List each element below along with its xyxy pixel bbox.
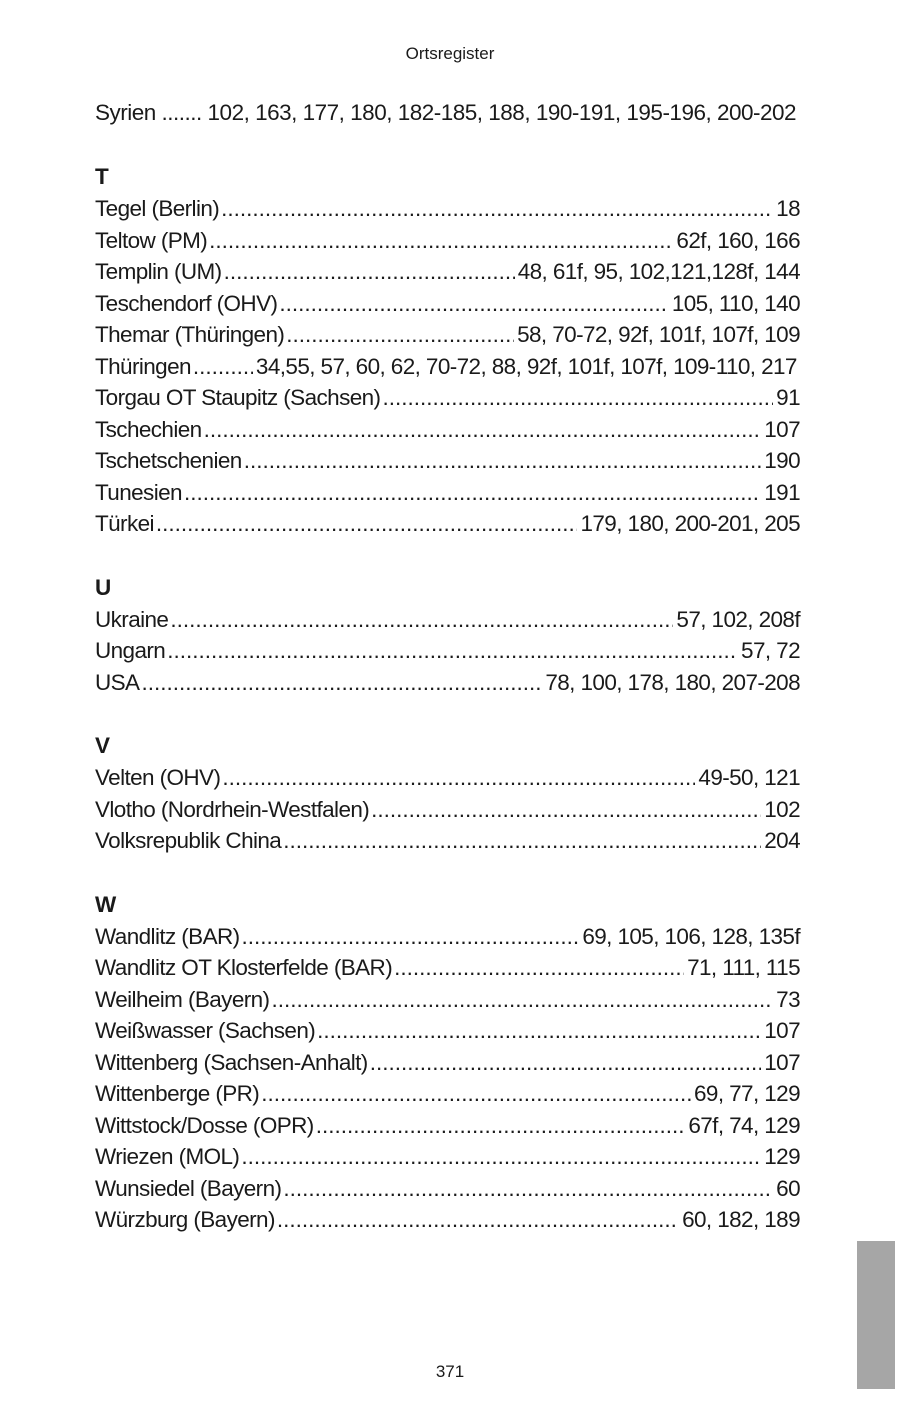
entry-place: Weißwasser (Sachsen) [95, 1018, 316, 1043]
dot-leader [204, 414, 762, 446]
entry-pages: 191 [764, 479, 800, 505]
entry-place: Tschetschenien [95, 448, 242, 473]
entry-place: Teschendorf (OHV) [95, 290, 278, 316]
entry-pages: 91 [776, 385, 800, 410]
entry-pages: 71, 111, 115 [687, 955, 800, 980]
dot-leader [283, 825, 761, 857]
entry-place: USA [95, 669, 140, 695]
index-entry [95, 414, 800, 446]
index-entry [95, 288, 800, 320]
entry-place: Thüringen [95, 353, 191, 379]
entry-place: Wittenberg (Sachsen-Anhalt) [95, 1049, 368, 1075]
index-entry [95, 667, 800, 699]
index-entry [95, 445, 800, 477]
dot-leader [371, 794, 761, 826]
entry-pages: 69, 105, 106, 128, 135f [582, 923, 800, 949]
dot-leader [394, 952, 684, 984]
index-entry [95, 508, 800, 540]
dot-leader [261, 1078, 691, 1110]
dot-leader [370, 1047, 762, 1079]
entry-pages: 204 [764, 828, 800, 853]
dot-leader [317, 1015, 761, 1047]
index-entry [95, 319, 800, 351]
dot-leader [222, 762, 695, 794]
index-entry [95, 382, 800, 414]
index-entry [95, 1141, 800, 1173]
entry-place: Templin (UM) [95, 259, 222, 284]
entry-place: Volksrepublik China [95, 828, 282, 853]
entry-pages: 60 [776, 1175, 800, 1201]
entry-place: Wittenberge (PR) [95, 1081, 260, 1106]
running-header: Ortsregister [405, 44, 495, 63]
index-entry [95, 477, 800, 509]
entry-pages: 62f, 160, 166 [676, 227, 800, 253]
index-entry [95, 1078, 800, 1110]
entry-place: Ungarn [95, 638, 166, 663]
index-entry [95, 921, 800, 953]
dot-leader [244, 445, 762, 477]
index-entry [95, 1015, 800, 1047]
index-sections [95, 161, 800, 1236]
entry-pages: 107 [764, 416, 800, 442]
index-entry-syrien: Syrien ....... 102, 163, 177, 180, 182-185, 188, 190-191, 195-196, 200-202 [95, 100, 797, 125]
dot-leader [382, 382, 773, 414]
dot-leader [279, 288, 668, 320]
index-entry [95, 1173, 800, 1205]
index-entry [95, 225, 800, 257]
dot-leader [316, 1110, 686, 1142]
entry-place: Vlotho (Nordrhein-Westfalen) [95, 796, 370, 822]
entry-pages: 129 [764, 1144, 800, 1169]
dot-leader [156, 508, 578, 540]
entry-pages: 67f, 74, 129 [688, 1112, 800, 1138]
index-section-u [95, 572, 800, 699]
entry-place: Tschechien [95, 416, 202, 442]
dot-leader [141, 667, 542, 699]
entry-pages: 57, 102, 208f [676, 606, 800, 632]
index-section-v [95, 730, 800, 857]
entry-place: Teltow (PM) [95, 227, 208, 253]
index-entry [95, 351, 800, 383]
index-entry [95, 635, 800, 667]
entry-place: Türkei [95, 511, 154, 536]
entry-pages: 102 [764, 796, 800, 822]
dot-leader [283, 1173, 773, 1205]
entry-pages: 18 [776, 196, 800, 221]
index-content [95, 97, 800, 1268]
page-number: 371 [435, 1362, 465, 1381]
entry-pages: 73 [776, 986, 800, 1012]
entry-place: Tegel (Berlin) [95, 196, 220, 221]
entry-place: Wandlitz (BAR) [95, 923, 240, 949]
index-entry [95, 1204, 800, 1236]
dot-leader [193, 351, 253, 383]
dot-leader [209, 225, 673, 257]
index-entry [95, 794, 800, 826]
entry-pages: 69, 77, 129 [694, 1081, 800, 1106]
section-letter: T [95, 164, 109, 189]
index-entry [95, 825, 800, 857]
index-entry [95, 1110, 800, 1142]
entry-place: Wittstock/Dosse (OPR) [95, 1112, 314, 1138]
entry-pages: 107 [764, 1049, 800, 1075]
index-entry [95, 762, 800, 794]
index-entry [95, 256, 800, 288]
entry-pages: 57, 72 [741, 638, 800, 663]
section-letter: U [95, 574, 112, 600]
dot-leader [224, 256, 515, 288]
entry-place: Ukraine [95, 606, 169, 632]
entry-place: Würzburg (Bayern) [95, 1207, 275, 1232]
dot-leader [221, 193, 773, 225]
entry-place: Wunsiedel (Bayern) [95, 1175, 282, 1201]
dot-leader [170, 604, 673, 636]
entry-place: Tunesien [95, 479, 182, 505]
entry-pages: 49-50, 121 [698, 765, 800, 790]
index-entry [95, 604, 800, 636]
entry-pages: 179, 180, 200-201, 205 [580, 511, 800, 536]
index-section-t [95, 161, 800, 540]
dot-leader [242, 921, 580, 953]
entry-place: Torgau OT Staupitz (Sachsen) [95, 385, 381, 410]
dot-leader [184, 477, 761, 509]
section-letter: V [95, 733, 111, 758]
entry-pages: 107 [764, 1018, 800, 1043]
index-entry [95, 1047, 800, 1079]
entry-pages: 78, 100, 178, 180, 207-208 [545, 669, 800, 695]
entry-pages: 34,55, 57, 60, 62, 70-72, 88, 92f, 101f, 107f, 109-110, 217 [255, 353, 797, 379]
entry-pages: 60, 182, 189 [682, 1207, 800, 1232]
index-entry [95, 193, 800, 225]
entry-place: Weilheim (Bayern) [95, 986, 270, 1012]
dot-leader [241, 1141, 761, 1173]
dot-leader [286, 319, 514, 351]
entry-pages: 190 [764, 448, 800, 473]
entry-pages: 105, 110, 140 [671, 290, 800, 316]
section-letter: W [95, 891, 117, 917]
entry-pages: 48, 61f, 95, 102,121,128f, 144 [517, 259, 800, 284]
dot-leader [271, 984, 773, 1016]
index-section-w [95, 889, 800, 1236]
entry-place: Themar (Thüringen) [95, 322, 285, 347]
index-entry [95, 952, 800, 984]
entry-place: Wandlitz OT Klosterfelde (BAR) [95, 955, 393, 980]
entry-place: Wriezen (MOL) [95, 1144, 240, 1169]
index-entry [95, 984, 800, 1016]
dot-leader [277, 1204, 679, 1236]
entry-pages: 58, 70-72, 92f, 101f, 107f, 109 [517, 322, 800, 347]
dot-leader [167, 635, 738, 667]
entry-place: Velten (OHV) [95, 765, 221, 790]
